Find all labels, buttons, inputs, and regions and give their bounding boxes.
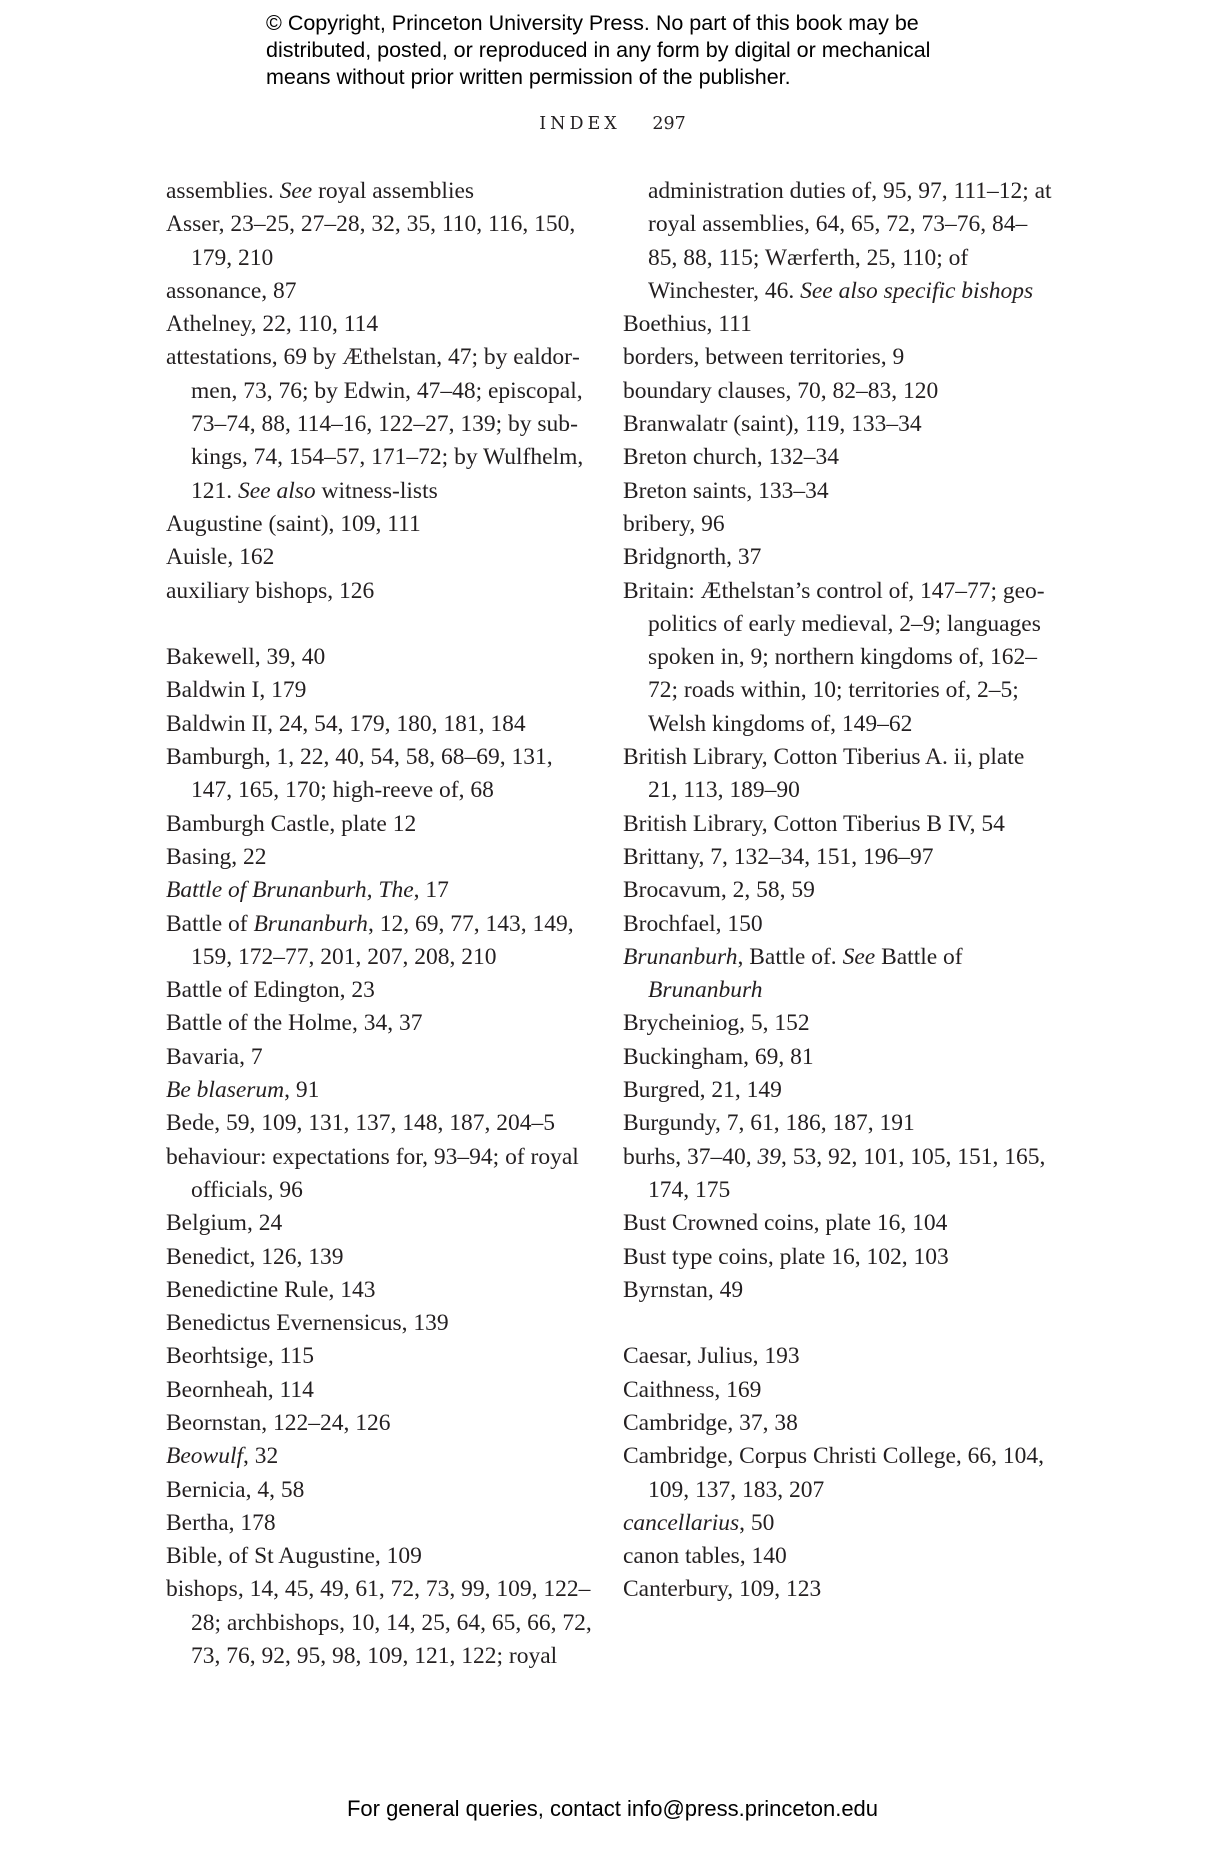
index-entry-italic-text: Brunanburh	[623, 943, 738, 970]
index-entry-text: Breton church, 132–34	[623, 444, 840, 471]
index-entry-text: royal assemblies	[312, 178, 475, 204]
index-entry-text: Battle of Edington, 23	[166, 977, 375, 1004]
index-entry-text: British Library, Cotton Tiberius A. ii, plate 21, 113, 189–90	[623, 744, 1025, 804]
index-entry-text: Battle of the Holme, 34, 37	[166, 1010, 423, 1037]
index-entry	[623, 1141, 1053, 1208]
index-entry-continuation	[623, 175, 1053, 308]
index-entry	[166, 1107, 596, 1140]
index-entry	[623, 1074, 1053, 1107]
index-entry-text: Caesar, Julius, 193	[623, 1343, 800, 1370]
index-entry	[623, 508, 1053, 541]
index-entry-text: British Library, Cotton Tiberius B IV, 54	[623, 810, 1005, 837]
copyright-notice	[266, 10, 1026, 91]
copyright-line: distributed, posted, or reproduced in any form by digital or mechanical	[266, 38, 931, 62]
index-entry-text: , 50	[739, 1509, 775, 1536]
index-entry-italic-text: Brunanburh	[253, 910, 368, 937]
index-entry	[623, 1407, 1053, 1440]
index-entry	[166, 874, 596, 907]
index-entry	[166, 1573, 596, 1673]
index-entry-text: assemblies.	[166, 178, 280, 204]
index-entry-text: , Battle of.	[737, 943, 843, 970]
index-column-right	[623, 175, 1053, 1607]
index-entry	[166, 1374, 596, 1407]
index-entry-text: Boethius, 111	[623, 311, 752, 338]
index-entry-text: Bede, 59, 109, 131, 137, 148, 187, 204–5	[166, 1110, 556, 1137]
index-entry-text: , 91	[284, 1077, 320, 1104]
index-entry	[623, 541, 1053, 574]
index-entry-italic-text: See also	[238, 477, 316, 504]
index-entry	[166, 208, 596, 275]
index-entry	[166, 1474, 596, 1507]
index-entry-text: Augustine (saint), 109, 111	[166, 510, 421, 537]
index-entry-text: Bust type coins, plate 16, 102, 103	[623, 1243, 949, 1270]
index-column-left	[166, 175, 596, 1673]
index-entry	[166, 1307, 596, 1340]
index-entry-text: Benedictus Evernensicus, 139	[166, 1310, 449, 1337]
index-entry-italic-text: See	[279, 178, 313, 204]
index-entry-text: bishops, 14, 45, 49, 61, 72, 73, 99, 109, 122–28; archbishops, 10, 14, 25, 64, 65, 66, 72, 73, 76, 92, 95, 98, 109, 121, 122; royal	[166, 1576, 592, 1670]
index-entry	[166, 275, 596, 308]
index-entry	[166, 1241, 596, 1274]
index-entry-text: Bamburgh Castle, plate 12	[166, 810, 417, 837]
index-entry	[166, 1207, 596, 1240]
index-entry	[166, 974, 596, 1007]
index-entry	[623, 741, 1053, 808]
index-entry-text: borders, between territories, 9	[623, 344, 905, 371]
index-entry-italic-text: Beowulf	[166, 1443, 244, 1470]
section-gap	[166, 608, 596, 641]
index-entry-text: boundary clauses, 70, 82–83, 120	[623, 377, 939, 404]
index-entry-italic-text: Be blaserum	[166, 1077, 285, 1104]
page-number: 297	[652, 114, 686, 134]
index-entry	[166, 175, 596, 208]
index-entry	[166, 1407, 596, 1440]
index-entry	[166, 741, 596, 808]
index-entry-italic-text: Battle of Brunanburh, The	[166, 877, 414, 904]
index-entry-text: Bakewell, 39, 40	[166, 644, 326, 671]
index-entry-text: Auisle, 162	[166, 544, 275, 571]
index-entry	[623, 341, 1053, 374]
index-entry-text: , 53, 92, 101, 105, 151, 165, 174, 175	[648, 1143, 1046, 1203]
index-entry-text: Buckingham, 69, 81	[623, 1043, 814, 1070]
index-entry-text: Burgred, 21, 149	[623, 1077, 782, 1104]
index-entry	[166, 1074, 596, 1107]
index-entry-text: , 17	[413, 877, 449, 904]
index-entry-text: Bible, of St Augustine, 109	[166, 1543, 422, 1570]
index-entry-text: Beorhtsige, 115	[166, 1343, 314, 1370]
index-entry	[166, 1540, 596, 1573]
index-entry	[623, 1041, 1053, 1074]
index-entry-text: Athelney, 22, 110, 114	[166, 311, 379, 338]
index-entry-text: witness-lists	[315, 477, 438, 504]
index-entry-text: bribery, 96	[623, 510, 725, 537]
section-gap	[623, 1307, 1053, 1340]
index-entry	[166, 1041, 596, 1074]
index-entry	[166, 808, 596, 841]
index-entry	[166, 575, 596, 608]
index-entry-text: Bridgnorth, 37	[623, 544, 762, 571]
index-entry-text: burhs, 37–40,	[623, 1143, 758, 1170]
index-entry	[623, 475, 1053, 508]
index-entry	[166, 1141, 596, 1208]
index-entry	[623, 1007, 1053, 1040]
index-entry-text: administration duties of, 95, 97, 111–12; at royal assemblies, 64, 65, 72, 73–76, 84–85, 88, 115; Wærferth, 25, 110; of Winchester, 46.	[648, 178, 1052, 304]
index-entry-text: Beornstan, 122–24, 126	[166, 1409, 391, 1436]
index-entry-text: behaviour: expectations for, 93–94; of royal officials, 96	[166, 1143, 579, 1203]
index-entry	[623, 1540, 1053, 1573]
index-entry-text: Byrnstan, 49	[623, 1276, 744, 1303]
index-entry	[623, 1107, 1053, 1140]
index-entry-text: Brittany, 7, 132–34, 151, 196–97	[623, 843, 934, 870]
index-entry-text: canon tables, 140	[623, 1543, 787, 1570]
footer-contact: For general queries, contact info@press.princeton.edu	[346, 1796, 879, 1821]
running-head-label: INDEX	[539, 114, 621, 134]
index-entry-text: Breton saints, 133–34	[623, 477, 829, 504]
index-entry	[166, 541, 596, 574]
index-entry	[623, 1340, 1053, 1373]
index-entry-text: Britain: Æthelstan’s control of, 147–77; geo-politics of early medieval, 2–9; languages spoken in, 9; northern kingdoms of, 162–72; roads within, 10; territories of, 2–5; Welsh kingdoms of, 149–62	[623, 577, 1045, 737]
index-entry	[623, 408, 1053, 441]
index-entry-italic-text: Brunanburh	[648, 977, 763, 1004]
index-entry	[166, 841, 596, 874]
index-entry	[623, 941, 1053, 1008]
index-entry	[623, 308, 1053, 341]
index-entry	[623, 1241, 1053, 1274]
index-entry-text: Brochfael, 150	[623, 910, 763, 937]
index-entry-text: Bernicia, 4, 58	[166, 1476, 305, 1503]
index-entry	[623, 575, 1053, 741]
index-entry	[166, 1440, 596, 1473]
index-entry	[623, 1507, 1053, 1540]
index-entry-text: Baldwin I, 179	[166, 677, 307, 704]
index-entry-text: Asser, 23–25, 27–28, 32, 35, 110, 116, 150, 179, 210	[166, 211, 576, 271]
index-entry	[166, 508, 596, 541]
copyright-line: © Copyright, Princeton University Press. No part of this book may be	[266, 11, 919, 35]
index-entry	[166, 308, 596, 341]
index-entry	[166, 908, 596, 975]
index-entry	[623, 841, 1053, 874]
index-entry	[166, 1507, 596, 1540]
index-entry	[623, 375, 1053, 408]
index-entry-text: Basing, 22	[166, 843, 267, 870]
index-entry	[166, 674, 596, 707]
running-head	[0, 114, 1225, 134]
index-entry-text: Beornheah, 114	[166, 1376, 314, 1403]
index-entry	[623, 1207, 1053, 1240]
index-entry	[623, 1573, 1053, 1606]
index-entry-italic-text: 39	[757, 1143, 781, 1170]
index-entry	[623, 908, 1053, 941]
index-entry-text: Benedictine Rule, 143	[166, 1276, 376, 1303]
index-entry	[623, 441, 1053, 474]
index-entry	[166, 641, 596, 674]
index-entry-text: Canterbury, 109, 123	[623, 1576, 822, 1603]
index-entry	[166, 708, 596, 741]
index-entry-text: Branwalatr (saint), 119, 133–34	[623, 411, 922, 438]
index-entry	[166, 1007, 596, 1040]
index-entry-text: Caithness, 169	[623, 1376, 762, 1403]
index-entry	[623, 808, 1053, 841]
copyright-line: means without prior written permission of the publisher.	[266, 65, 791, 89]
index-entry-text: Brycheiniog, 5, 152	[623, 1010, 810, 1037]
index-entry-text: Cambridge, 37, 38	[623, 1409, 798, 1436]
index-entry	[623, 874, 1053, 907]
index-entry-text: Belgium, 24	[166, 1210, 283, 1237]
index-entry-text: , 12, 69, 77, 143, 149, 159, 172–77, 201, 207, 208, 210	[191, 910, 574, 970]
index-entry-text: Baldwin II, 24, 54, 179, 180, 181, 184	[166, 710, 526, 737]
index-entry	[623, 1440, 1053, 1507]
index-entry	[623, 1374, 1053, 1407]
index-entry	[623, 1274, 1053, 1307]
index-entry-text: Bertha, 178	[166, 1509, 276, 1536]
index-entry-italic-text: See	[842, 943, 876, 970]
index-entry-italic-text: cancellarius	[623, 1509, 740, 1536]
index-entry-text: Battle of	[166, 910, 254, 937]
index-entry-text: Cambridge, Corpus Christi College, 66, 104, 109, 137, 183, 207	[623, 1443, 1045, 1503]
index-entry-text: Brocavum, 2, 58, 59	[623, 877, 815, 904]
index-entry-text: Burgundy, 7, 61, 186, 187, 191	[623, 1110, 915, 1137]
index-entry-text: assonance, 87	[166, 277, 297, 304]
index-entry-italic-text: See also specific bishops	[800, 277, 1034, 304]
index-entry	[166, 1274, 596, 1307]
index-entry-text: Benedict, 126, 139	[166, 1243, 344, 1270]
index-entry-text: auxiliary bishops, 126	[166, 577, 375, 604]
index-entry	[166, 1340, 596, 1373]
index-entry-text: Battle of	[875, 943, 963, 970]
index-entry-text: Bavaria, 7	[166, 1043, 263, 1070]
index-entry-text: attestations, 69 by Æthelstan, 47; by ealdormen, 73, 76; by Edwin, 47–48; episcopal, 73–74, 88, 114–16, 122–27, 139; by subkings, 74, 154–57, 171–72; by Wulfhelm, 121.	[166, 344, 584, 504]
index-entry-text: Bust Crowned coins, plate 16, 104	[623, 1210, 948, 1237]
index-entry	[166, 341, 596, 507]
index-entry-text: Bamburgh, 1, 22, 40, 54, 58, 68–69, 131, 147, 165, 170; high-reeve of, 68	[166, 744, 553, 804]
index-entry-text: , 32	[243, 1443, 279, 1470]
